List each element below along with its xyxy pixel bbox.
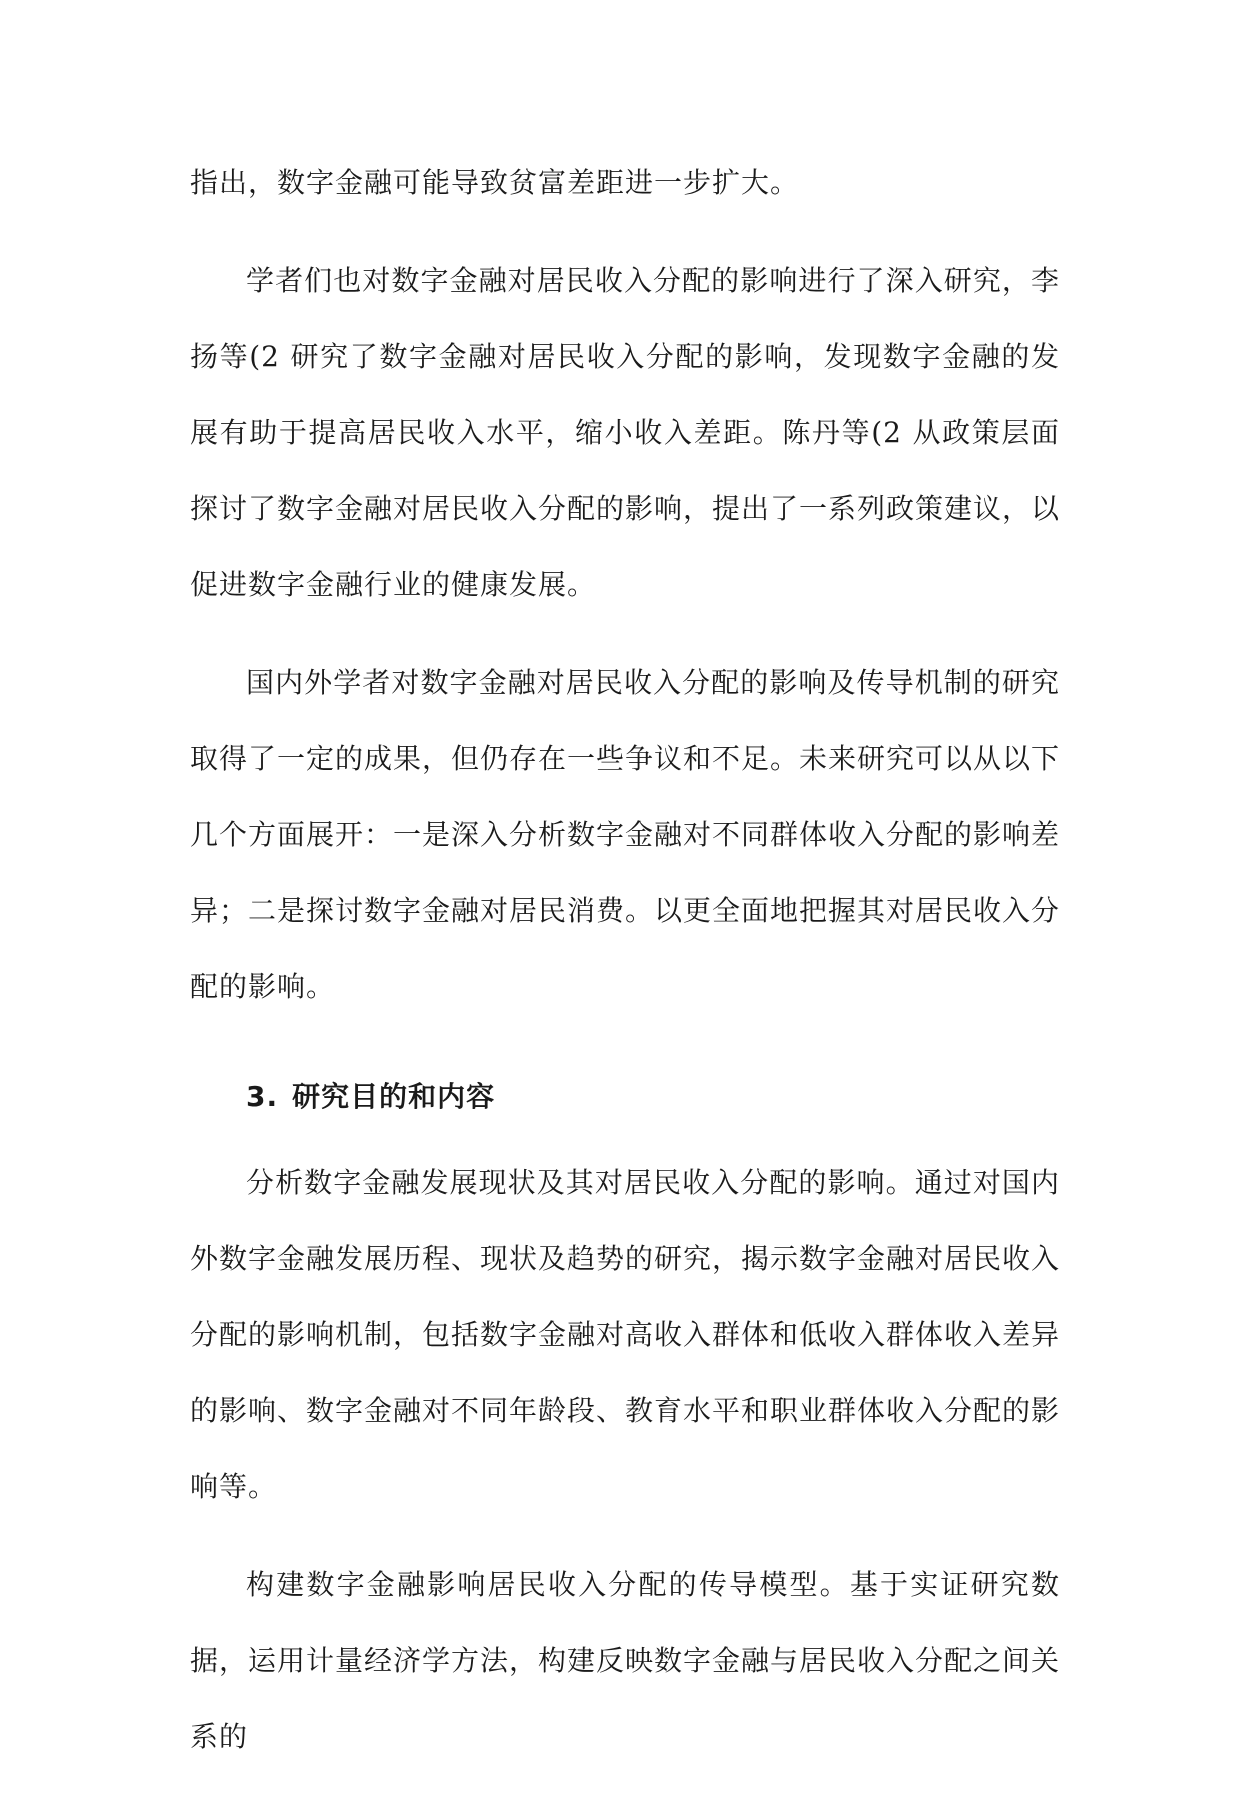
paragraph-research-objective-2: 构建数字金融影响居民收入分配的传导模型。基于实证研究数据，运用计量经济学方法，构建反映数字金融与居民收入分配之间关系的 [190, 1568, 1061, 1753]
document-page [190, 145, 1060, 1797]
paragraph-scholars-research: 学者们也对数字金融对居民收入分配的影响进行了深入研究，李扬等(2 研究了数字金融对居民收入分配的影响，发现数字金融的发展有助于提高居民收入水平，缩小收入差距。陈丹等(2 从政策层面探讨了数字金融对居民收入分配的影响，提出了一系列政策建议，以促进数字金融行业的健康发展。 [190, 264, 1061, 601]
section-heading [190, 1067, 1060, 1127]
paragraph-continuation: 指出，数字金融可能导致贫富差距进一步扩大。 [190, 166, 800, 199]
paragraph-research-objective-1: 分析数字金融发展现状及其对居民收入分配的影响。通过对国内外数字金融发展历程、现状及趋势的研究，揭示数字金融对居民收入分配的影响机制，包括数字金融对高收入群体和低收入群体收入差异的影响、数字金融对不同年龄段、教育水平和职业群体收入分配的影响等。 [190, 1166, 1061, 1503]
paragraph-research-summary: 国内外学者对数字金融对居民收入分配的影响及传导机制的研究取得了一定的成果，但仍存在一些争议和不足。未来研究可以从以下几个方面展开：一是深入分析数字金融对不同群体收入分配的影响差异；二是探讨数字金融对居民消费。以更全面地把握其对居民收入分配的影响。 [190, 666, 1061, 1003]
section-title: 研究目的和内容 [292, 1080, 496, 1113]
section-number: 3. [246, 1080, 279, 1113]
